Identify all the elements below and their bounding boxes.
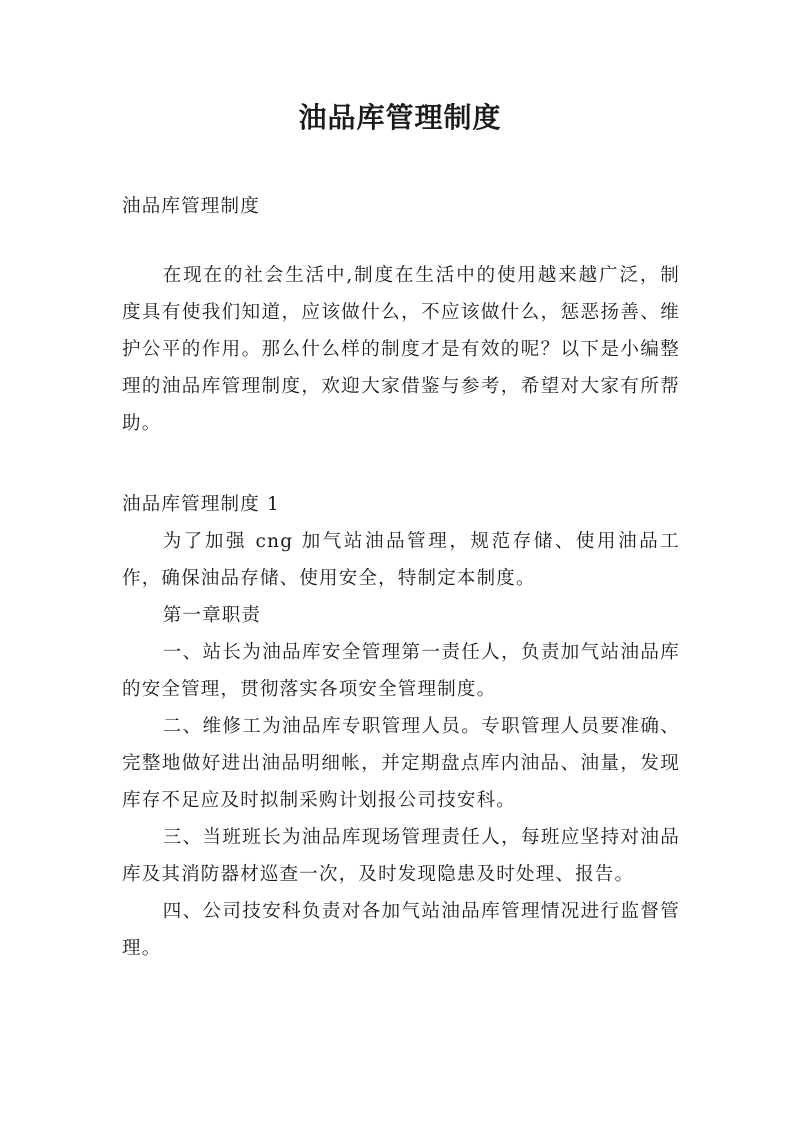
intro-text: 在现在的社会生活中,制度在生活中的使用越来越广泛，制度具有使我们知道，应该做什么，不应该做什么，惩恶扬善、维护公平的作用。那么什么样的制度才是有效的呢？以下是小编整理的油品库管理制度，欢迎大家借鉴与参考，希望对大家有所帮助。 xyxy=(122,265,680,434)
document-subtitle xyxy=(122,188,680,225)
document-title: 油品库管理制度 xyxy=(298,101,502,134)
section-1 xyxy=(122,486,680,967)
section-paragraph-purpose: 为了加强 cng 加气站油品管理，规范存储、使用油品工作，确保油品存储、使用安全，特制定本制度。 xyxy=(122,531,680,589)
section-heading: 油品库管理制度 1 xyxy=(122,494,280,515)
chapter-heading: 第一章职责 xyxy=(162,605,262,626)
subtitle-text: 油品库管理制度 xyxy=(122,196,260,217)
duty-item-4: 四、公司技安科负责对各加气站油品库管理情况进行监督管理。 xyxy=(122,901,680,959)
duty-item-2: 二、维修工为油品库专职管理人员。专职管理人员要准确、完整地做好进出油品明细帐，并定期盘点库内油品、油量，发现库存不足应及时拟制采购计划报公司技安科。 xyxy=(122,716,680,811)
duty-item-1: 一、站长为油品库安全管理第一责任人，负责加气站油品库的安全管理，贯彻落实各项安全管理制度。 xyxy=(122,642,680,700)
duty-item-3: 三、当班班长为油品库现场管理责任人，每班应坚持对油品库及其消防器材巡查一次，及时发现隐患及时处理、报告。 xyxy=(122,827,680,885)
intro-paragraph xyxy=(122,257,680,442)
